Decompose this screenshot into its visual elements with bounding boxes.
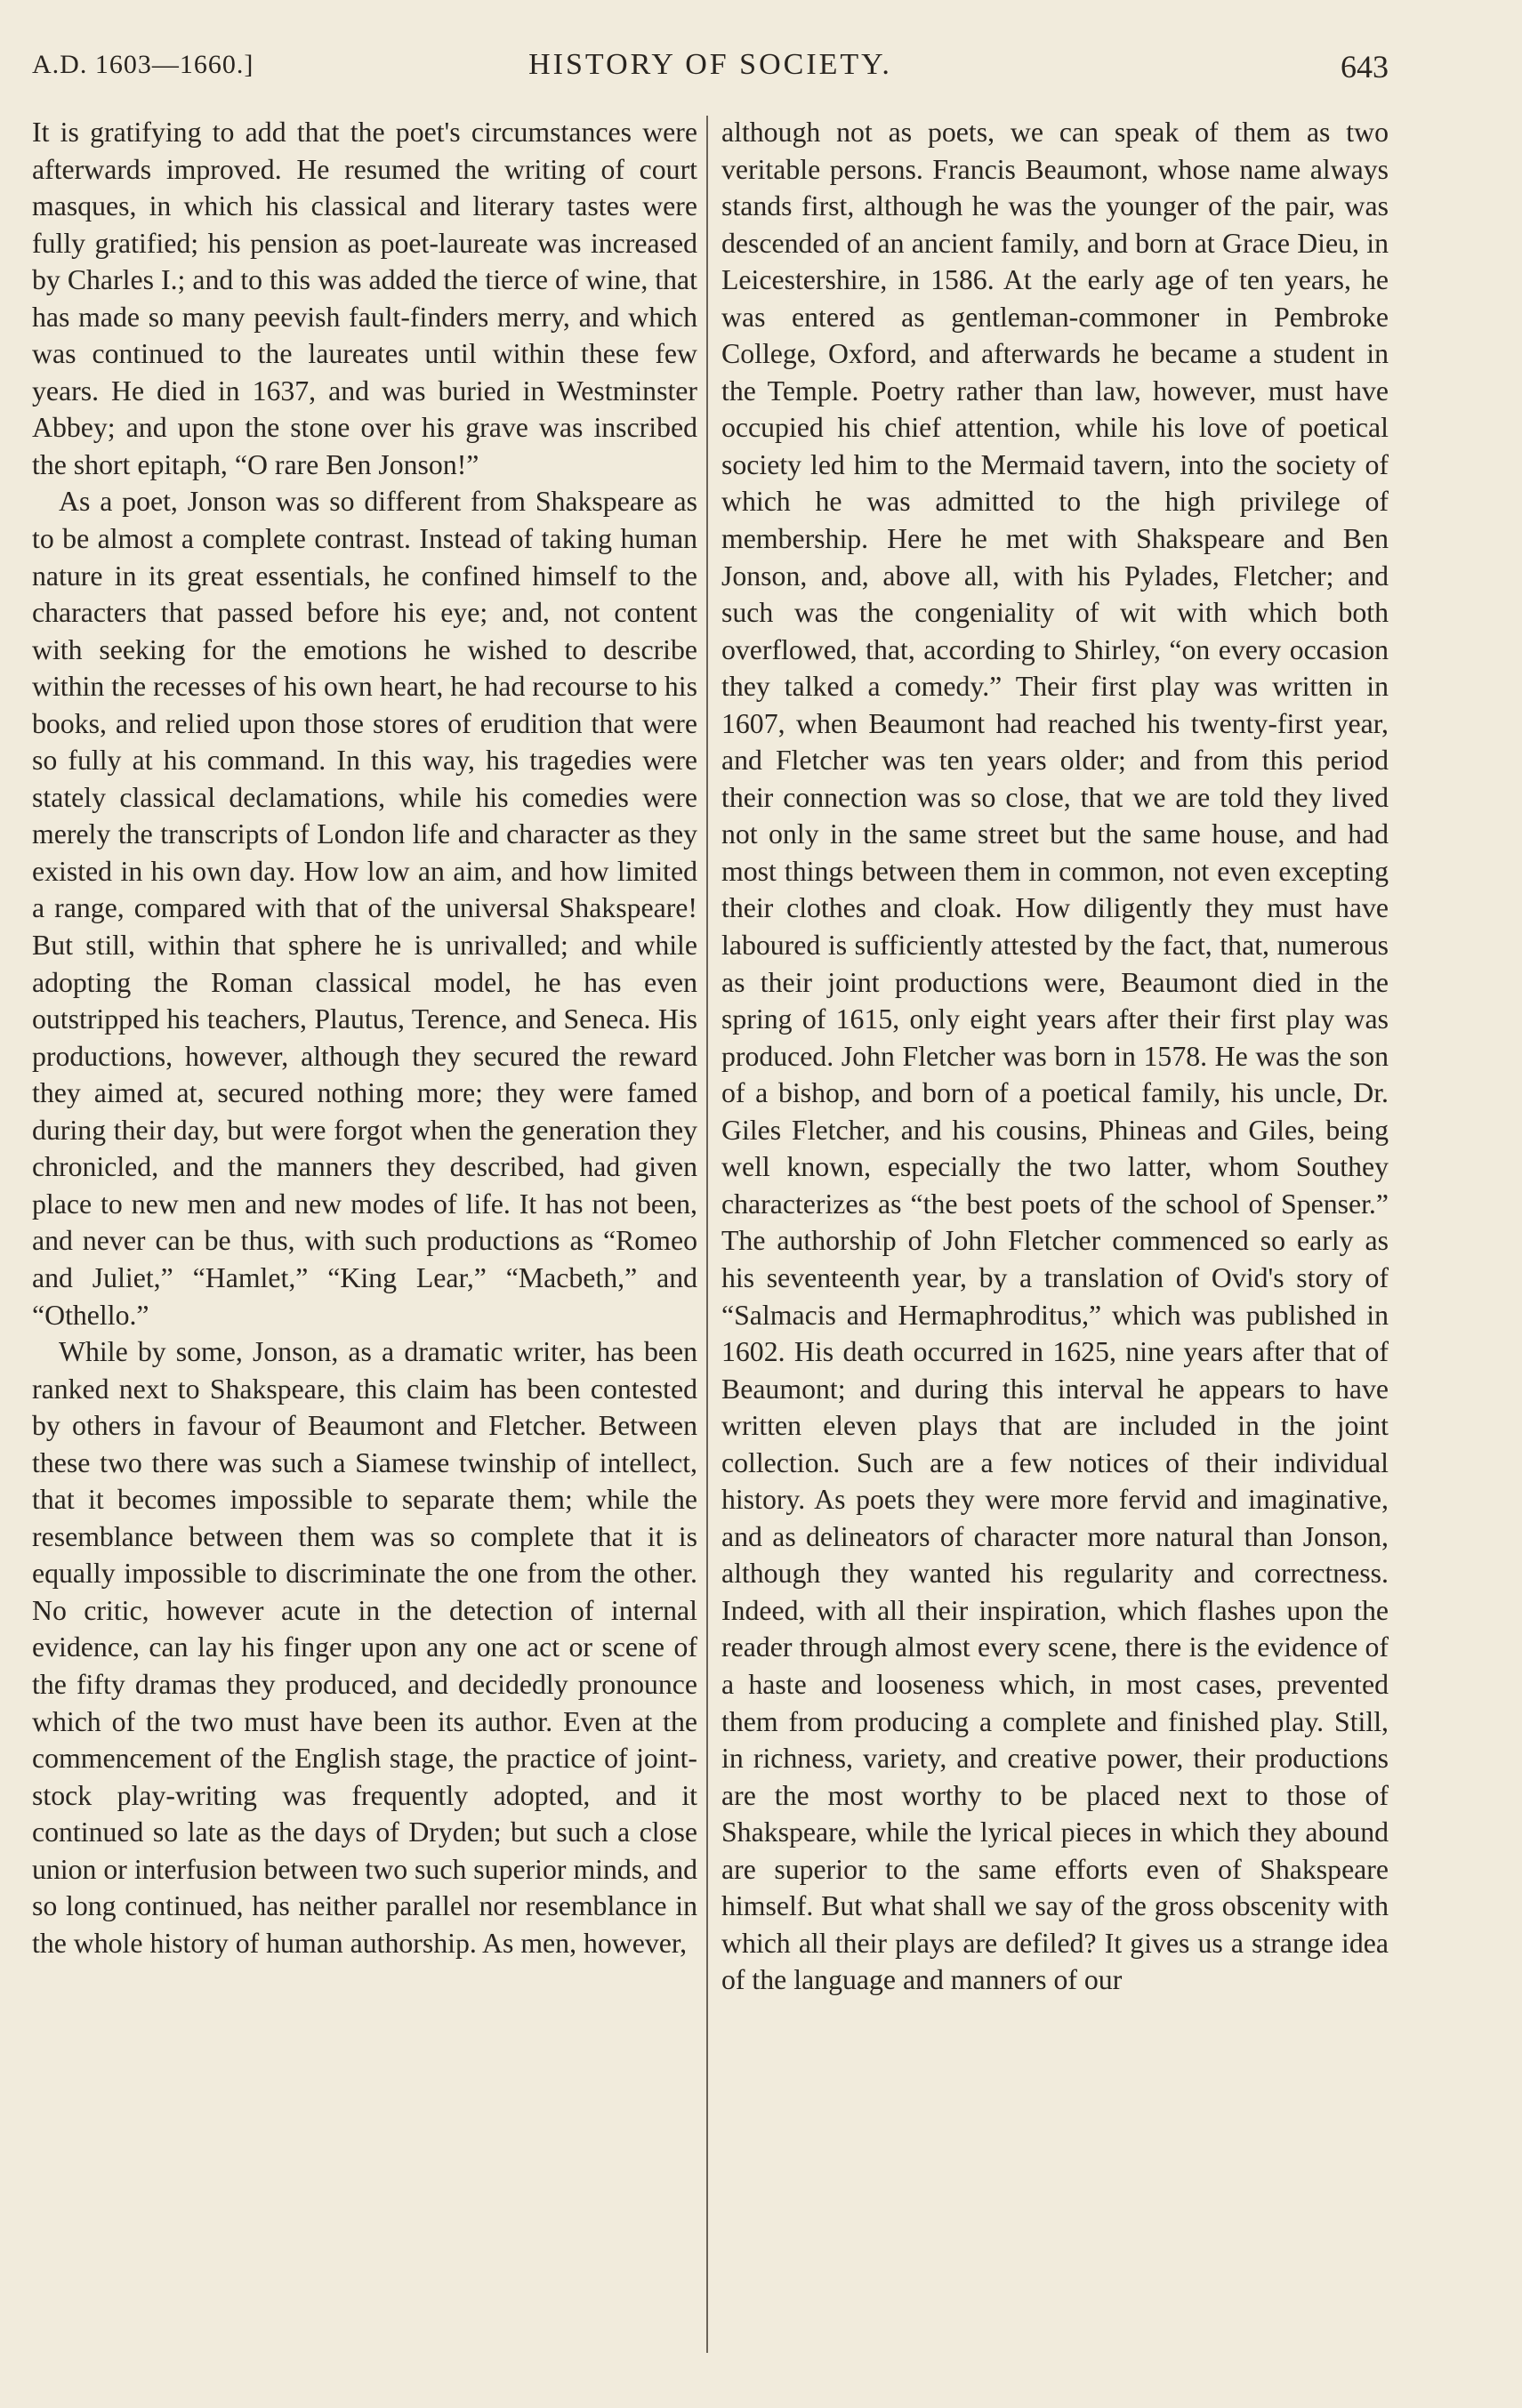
left-column — [32, 114, 697, 1961]
paragraph: While by some, Jonson, as a dramatic writer, has been ranked next to Shakspeare, this claim has been contested by others in favour of Beaumont and Fletcher. Between these two there was such a Siamese twinship of intellect, that it becomes impossible to separate them; while the resemblance between them was so complete that it is equally impossible to discriminate the one from the other. No critic, however acute in the detection of internal evidence, can lay his finger upon any one act or scene of the fifty dramas they produced, and decidedly pronounce which of the two must have been its author. Even at the commencement of the English stage, the practice of joint-stock play-writing was frequently adopted, and it continued so late as the days of Dryden; but such a close union or interfusion between two such superior minds, and so long continued, has neither parallel nor resemblance in the whole history of human authorship. As men, however, — [32, 1336, 697, 1959]
paragraph: As a poet, Jonson was so different from Shakspeare as to be almost a complete contrast. Instead of taking human nature in its great essentials, he confined himself to the characters that passed before his eye; and, not content with seeking for the emotions he wished to describe within the recesses of his own heart, he had recourse to his books, and relied upon those stores of erudition that were so fully at his command. In this way, his tragedies were stately classical declamations, while his comedies were merely the transcripts of London life and character as they existed in his own day. How low an aim, and how limited a range, compared with that of the universal Shakspeare! But still, within that sphere he is unrivalled; and while adopting the Roman classical model, he has even outstripped his teachers, Plautus, Terence, and Seneca. His productions, however, although they secured the reward they aimed at, secured nothing more; they were famed during their day, but were forgot when the generation they chronicled, and the manners they described, had given place to new men and new modes of life. It has not been, and never can be thus, with such productions as “Romeo and Juliet,” “Hamlet,” “King Lear,” “Macbeth,” and “Othello.” — [32, 486, 697, 1331]
header-date-range: A.D. 1603—1660.] — [32, 50, 254, 79]
page-number: 643 — [1341, 49, 1389, 85]
paragraph: although not as poets, we can speak of them as two veritable persons. Francis Beaumont, whose name always stands first, although he was the younger of the pair, was descended of an ancient family, and born at Grace Dieu, in Leicestershire, in 1586. At the early age of ten years, he was entered as gentleman-commoner in Pembroke College, Oxford, and afterwards he became a student in the Temple. Poetry rather than law, however, must have occupied his chief attention, while his love of poetical society led him to the Mermaid tavern, into the society of which he was admitted to the high privilege of membership. Here he met with Shakspeare and Ben Jonson, and, above all, with his Pylades, Fletcher; and such was the congeniality of wit with which both overflowed, that, according to Shirley, “on every occasion they talked a comedy.” Their first play was written in 1607, when Beaumont had reached his twenty-first year, and Fletcher was ten years older; and from this period their connection was so close, that we are told they lived not only in the same street but the same house, and had most things between them in common, not even excepting their clothes and cloak. How diligently they must have laboured is sufficiently attested by the fact, that, numerous as their joint productions were, Beaumont died in the spring of 1615, only eight years after their first play was produced. John Fletcher was born in 1578. He was the son of a bishop, and born of a poetical family, his uncle, Dr. Giles Fletcher, and his cousins, Phineas and Giles, being well known, especially the two latter, whom Southey characterizes as “the best poets of the school of Spenser.” The authorship of John Fletcher commenced so early as his seventeenth year, by a translation of Ovid's story of “Salmacis and Hermaphroditus,” which was published in 1602. His death occurred in 1625, nine years after that of Beaumont; and during this interval he appears to have written eleven plays that are included in the joint collection. Such are a few notices of their individual history. As poets they were more fervid and imaginative, and as delineators of character more natural than Jonson, although they wanted his regularity and correctness. Indeed, with all their inspiration, which flashes upon the reader through almost every scene, there is the evidence of a haste and looseness which, in most cases, prevented them from producing a complete and finished play. Still, in richness, variety, and creative power, their productions are the most worthy to be placed next to those of Shakspeare, while the lyrical pieces in which they abound are superior to the same efforts even of Shakspeare himself. But what shall we say of the gross obscenity with which all their plays are defiled? It gives us a strange idea of the language and manners of our — [721, 117, 1389, 1996]
header-title: HISTORY OF SOCIETY. — [528, 48, 892, 81]
paragraph: It is gratifying to add that the poet's circumstances were afterwards improved. He resumed the writing of court masques, in which his classical and literary tastes were fully gratified; his pension as poet-laureate was increased by Charles I.; and to this was added the tierce of wine, that has made so many peevish fault-finders merry, and which was continued to the laureates until within these few years. He died in 1637, and was buried in Westminster Abbey; and upon the stone over his grave was inscribed the short epitaph, “O rare Ben Jonson!” — [32, 117, 697, 480]
column-divider — [706, 116, 708, 2353]
running-header — [32, 46, 1389, 91]
right-column — [721, 114, 1389, 1999]
